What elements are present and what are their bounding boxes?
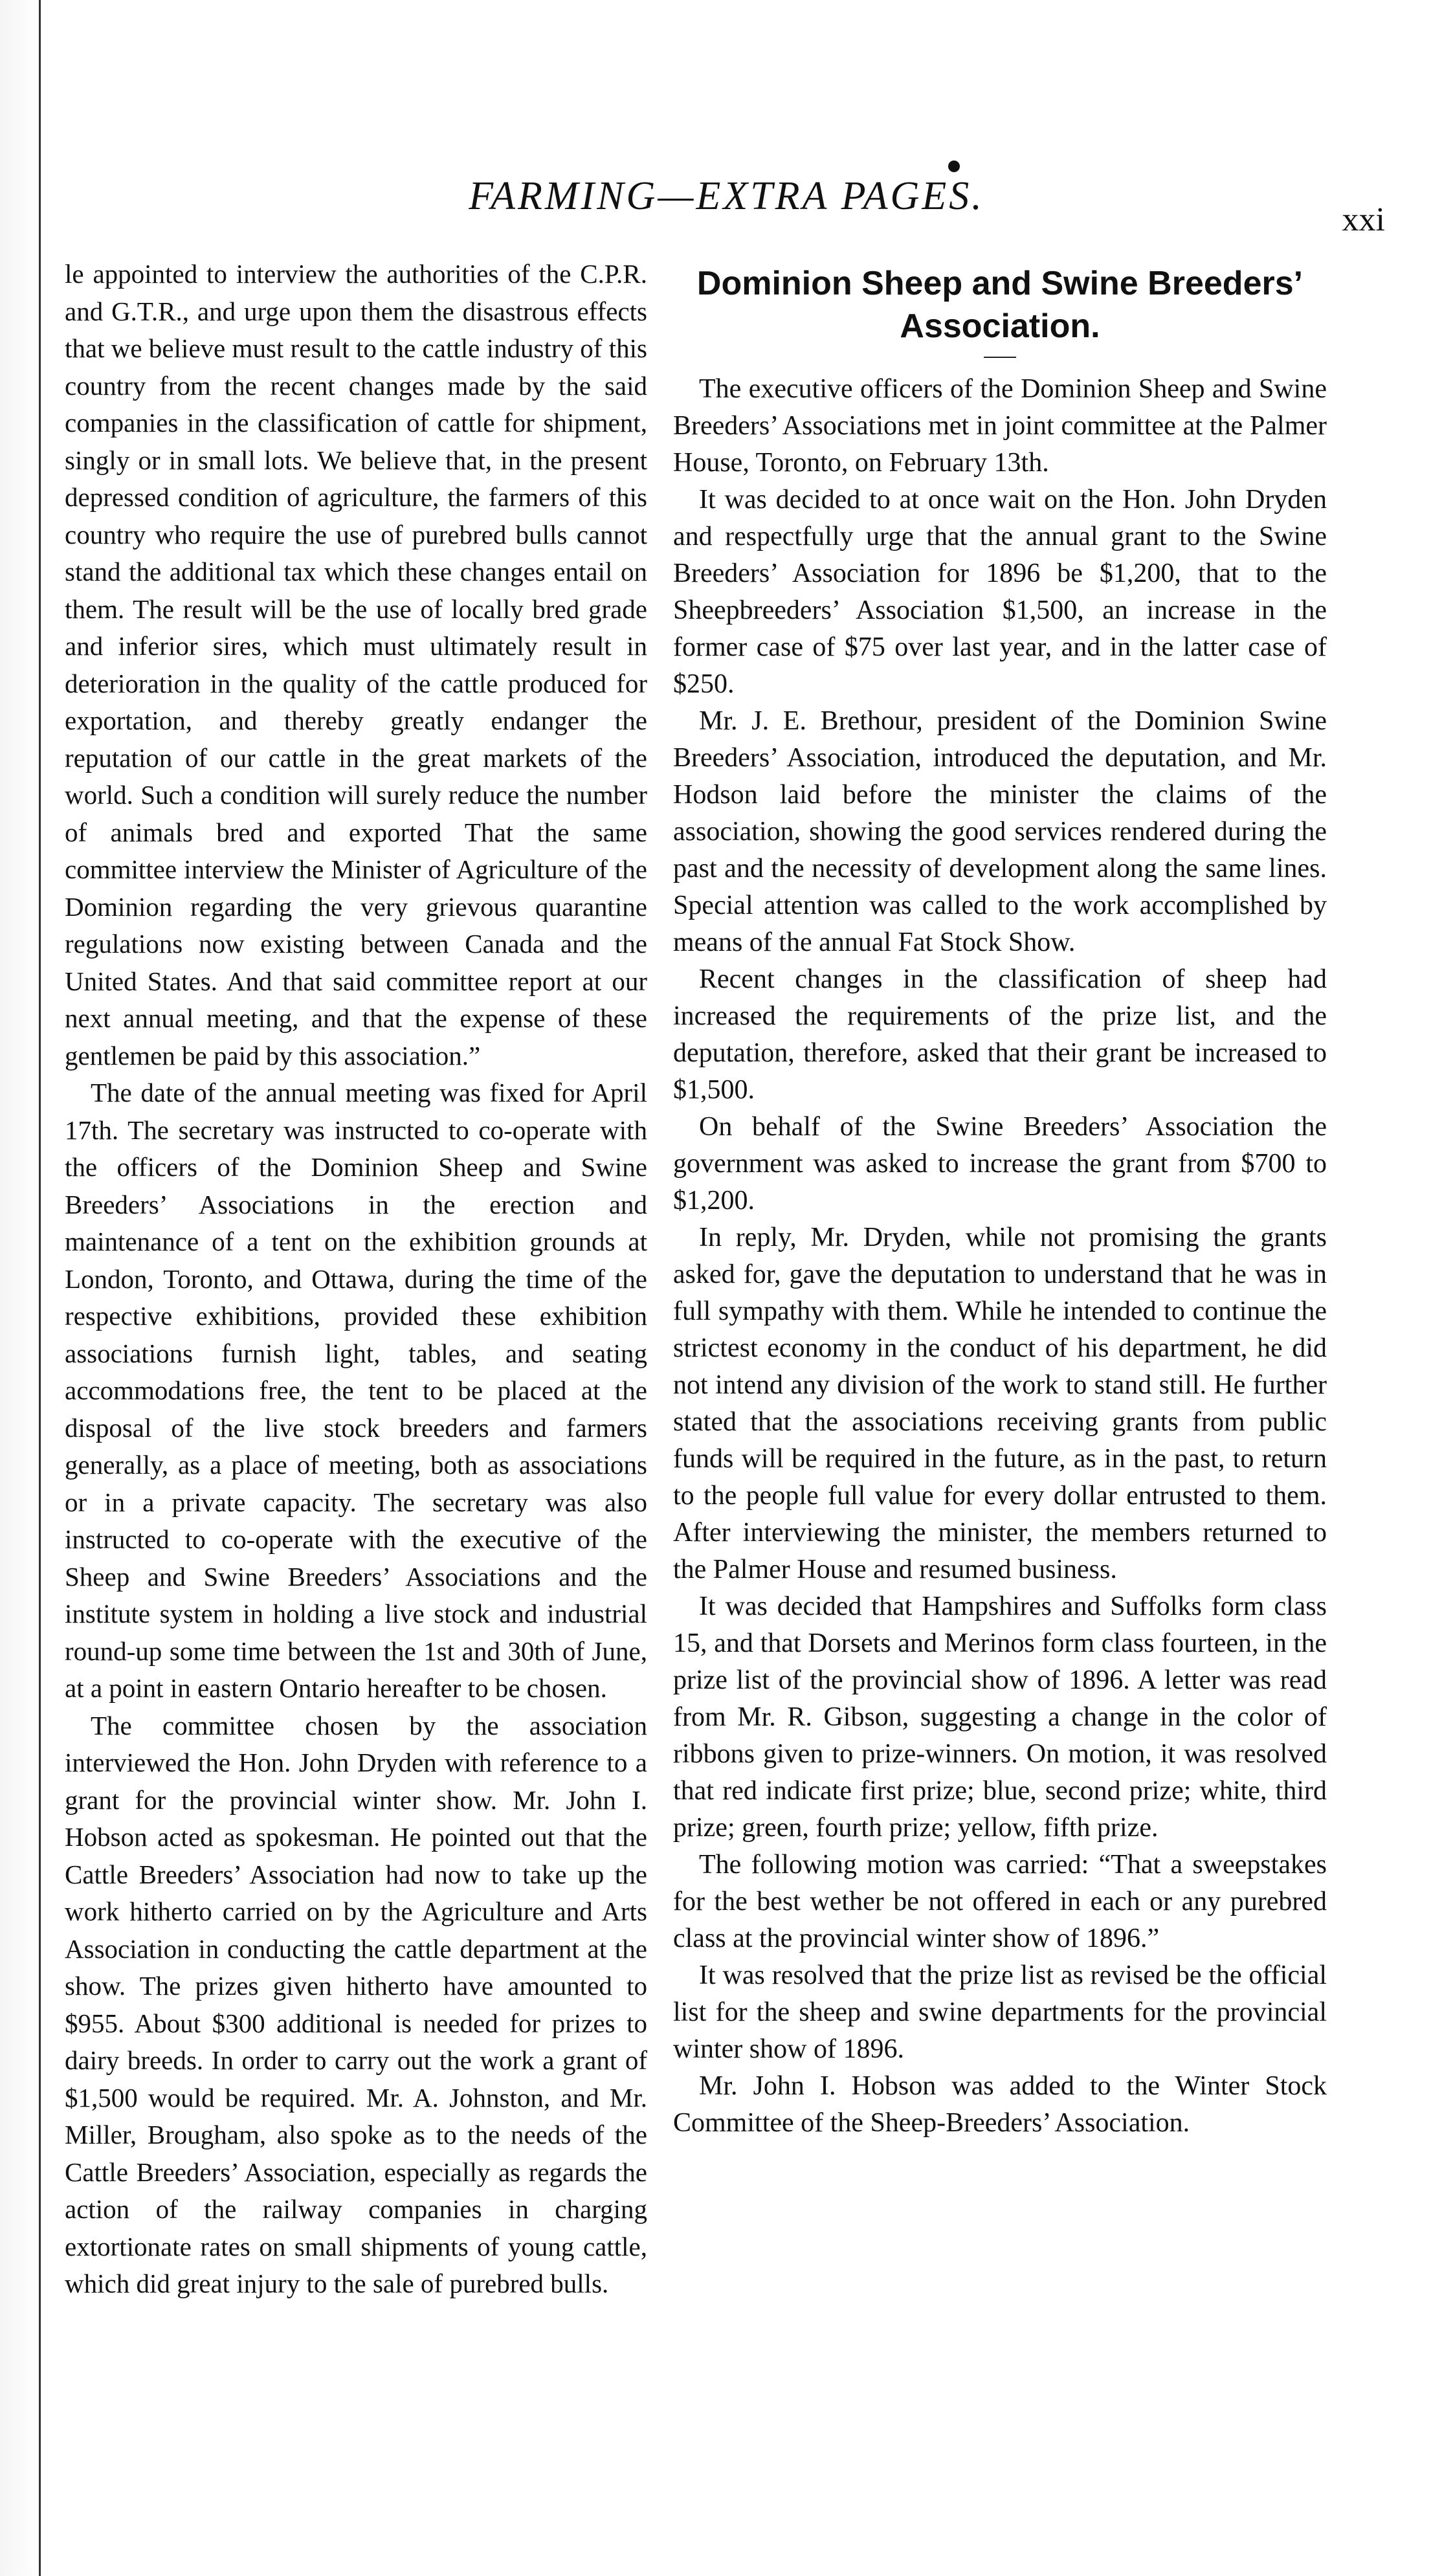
- running-title: FARMING—EXTRA PAGES.: [469, 174, 984, 218]
- title-divider: [984, 357, 1016, 358]
- left-paragraph: le appointed to interview the authorities of the C.P.R. and G.T.R., and urge upon them the disastrous effects that we believe must result to the cattle industry of this country from the recent changes made by the said companies in the classification of cattle for shipment, singly or in small lots. We believe that, in the present depressed condition of agriculture, the farmers of this country who require the use of purebred bulls cannot stand the additional tax which these changes entail on them. The result will be the use of locally bred grade and inferior sires, which must ultimately result in deterioration in the quality of the cattle produced for exportation, and thereby greatly endanger the reputation of our cattle in the great markets of the world. Such a condition will surely reduce the number of animals bred and exported That the same committee interview the Minister of Agriculture of the Dominion regarding the very grievous quarantine regulations now existing between Canada and the United States. And that said committee report at our next annual meeting, and that the expense of these gentlemen be paid by this association.”: [65, 259, 647, 1071]
- right-paragraph: On behalf of the Swine Breeders’ Association the government was asked to increase the grant from $700 to $1,200.: [673, 1112, 1327, 1216]
- right-paragraph: It was decided that Hampshires and Suffolks form class 15, and that Dorsets and Merinos form class fourteen, in the prize list of the provincial show of 1896. A letter was read from Mr. R. Gibson, suggesting a change in the color of ribbons given to prize-winners. On motion, it was resolved that red indicate first prize; blue, second prize; white, third prize; green, fourth prize; yellow, fifth prize.: [673, 1592, 1327, 1843]
- right-paragraph: Recent changes in the classification of sheep had increased the requirements of the prize list, and the deputation, therefore, asked that their grant be increased to $1,500.: [673, 964, 1327, 1105]
- right-column: [673, 256, 1327, 2142]
- right-paragraph: Mr. J. E. Brethour, president of the Dominion Swine Breeders’ Association, introduced the deputation, and Mr. Hodson laid before the minister the claims of the association, showing the good services rendered during the past and the necessity of development along the same lines. Special attention was called to the work accomplished by means of the annual Fat Stock Show.: [673, 706, 1327, 957]
- page-binding-edge: [0, 0, 41, 2576]
- right-paragraph: The executive officers of the Dominion Sheep and Swine Breeders’ Associations met in joint committee at the Palmer House, Toronto, on February 13th.: [673, 374, 1327, 478]
- right-paragraph: Mr. John I. Hobson was added to the Winter Stock Committee of the Sheep-Breeders’ Association.: [673, 2071, 1327, 2138]
- right-paragraph: It was resolved that the prize list as revised be the official list for the sheep and swine departments for the provincial winter show of 1896.: [673, 1960, 1327, 2064]
- page-number: xxi: [1342, 201, 1385, 238]
- right-paragraph: The following motion was carried: “That a sweepstakes for the best wether be not offered in each or any purebred class at the provincial winter show of 1896.”: [673, 1850, 1327, 1953]
- right-paragraph: It was decided to at once wait on the Hon. John Dryden and respectfully urge that the annual grant to the Swine Breeders’ Association for 1896 be $1,200, that to the Sheepbreeders’ Association $1,500, an increase in the former case of $75 over last year, and in the latter case of $250.: [673, 485, 1327, 699]
- left-paragraph: The date of the annual meeting was fixed for April 17th. The secretary was instructed to co-operate with the officers of the Dominion Sheep and Swine Breeders’ Associations in the erection and maintenance of a tent on the exhibition grounds at London, Toronto, and Ottawa, during the time of the respective exhibitions, provided these exhibition associations furnish light, tables, and seating accommodations free, the tent to be placed at the disposal of the live stock breeders and farmers generally, as a place of meeting, both as associations or in a private capacity. The secretary was also instructed to co-operate with the executive of the Sheep and Swine Breeders’ Associations and the institute system in holding a live stock and industrial round-up some time between the 1st and 30th of June, at a point in eastern Ontario hereafter to be chosen.: [65, 1078, 647, 1703]
- right-paragraph: In reply, Mr. Dryden, while not promising the grants asked for, gave the deputation to understand that he was in full sympathy with them. While he intended to continue the strictest economy in the conduct of his department, he did not intend any division of the work to stand still. He further stated that the associations receiving grants from public funds will be required in the future, as in the past, to return to the people full value for every dollar entrusted to them. After interviewing the minister, the members returned to the Palmer House and resumed business.: [673, 1223, 1327, 1584]
- left-paragraph: The committee chosen by the association interviewed the Hon. John Dryden with reference to a grant for the provincial winter show. Mr. John I. Hobson acted as spokesman. He pointed out that the Cattle Breeders’ Association had now to take up the work hitherto carried on by the Agriculture and Arts Association in conducting the cattle department at the show. The prizes given hitherto have amounted to $955. About $300 additional is needed for prizes to dairy breeds. In order to carry out the work a grant of $1,500 would be required. Mr. A. Johnston, and Mr. Miller, Brougham, also spoke as to the needs of the Cattle Breeders’ Association, especially as regards the action of the railway companies in charging extortionate rates on small shipments of young cattle, which did great injury to the sale of purebred bulls.: [65, 1710, 647, 2298]
- header-bullet-mark: [948, 161, 960, 172]
- left-column: [65, 256, 647, 2303]
- article-title: Dominion Sheep and Swine Breeders’ Association.: [696, 265, 1303, 345]
